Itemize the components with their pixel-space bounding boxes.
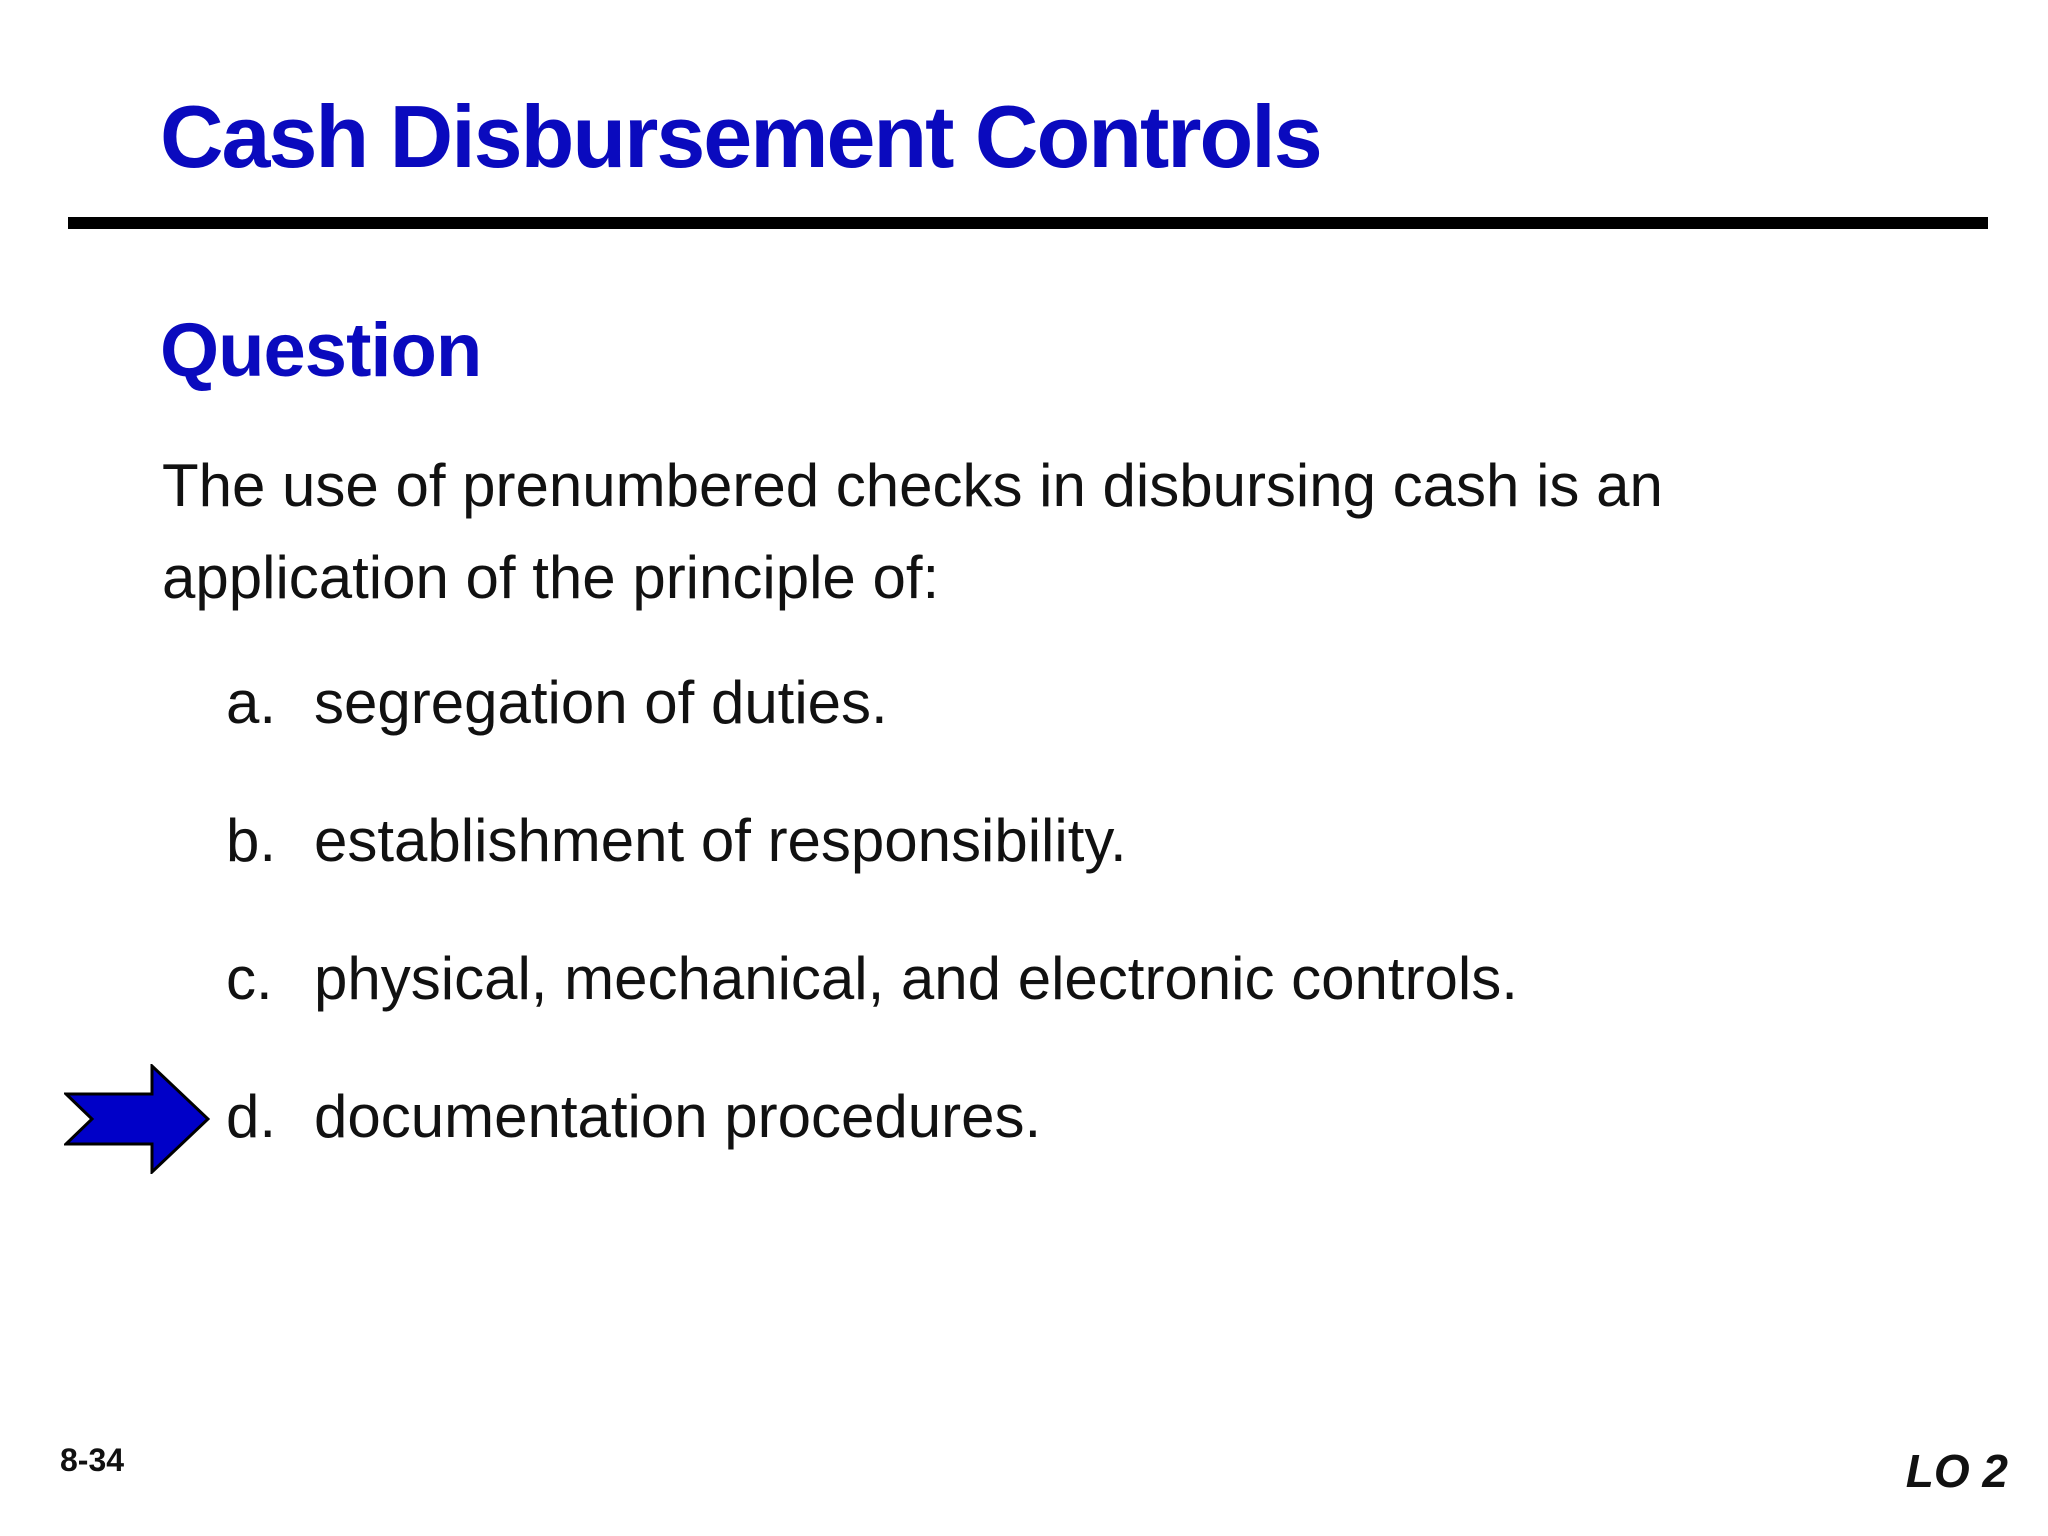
option-text: documentation procedures.	[314, 1083, 1042, 1150]
option-letter: d.	[226, 1083, 277, 1150]
option-letter: b.	[226, 807, 277, 874]
option-text: physical, mechanical, and electronic controls.	[314, 945, 1518, 1012]
slide-title: Cash Disbursement Controls	[160, 87, 1321, 186]
section-heading: Question	[160, 308, 482, 393]
arrow-shape	[66, 1066, 208, 1172]
option-a	[226, 668, 1518, 806]
right-arrow-icon	[64, 1064, 210, 1174]
option-letter: c.	[226, 945, 273, 1012]
title-divider	[68, 217, 1988, 229]
option-text: segregation of duties.	[314, 669, 888, 736]
option-c	[226, 944, 1518, 1082]
option-d	[226, 1082, 1518, 1220]
learning-objective-tag: LO 2	[1905, 1445, 2008, 1497]
option-text: establishment of responsibility.	[314, 807, 1127, 874]
option-letter: a.	[226, 669, 277, 736]
question-text: The use of prenumbered checks in disbursing cash is an application of the principle of:	[162, 452, 1663, 611]
option-b	[226, 806, 1518, 944]
answer-options	[226, 668, 1518, 1220]
page-number: 8-34	[60, 1442, 125, 1478]
